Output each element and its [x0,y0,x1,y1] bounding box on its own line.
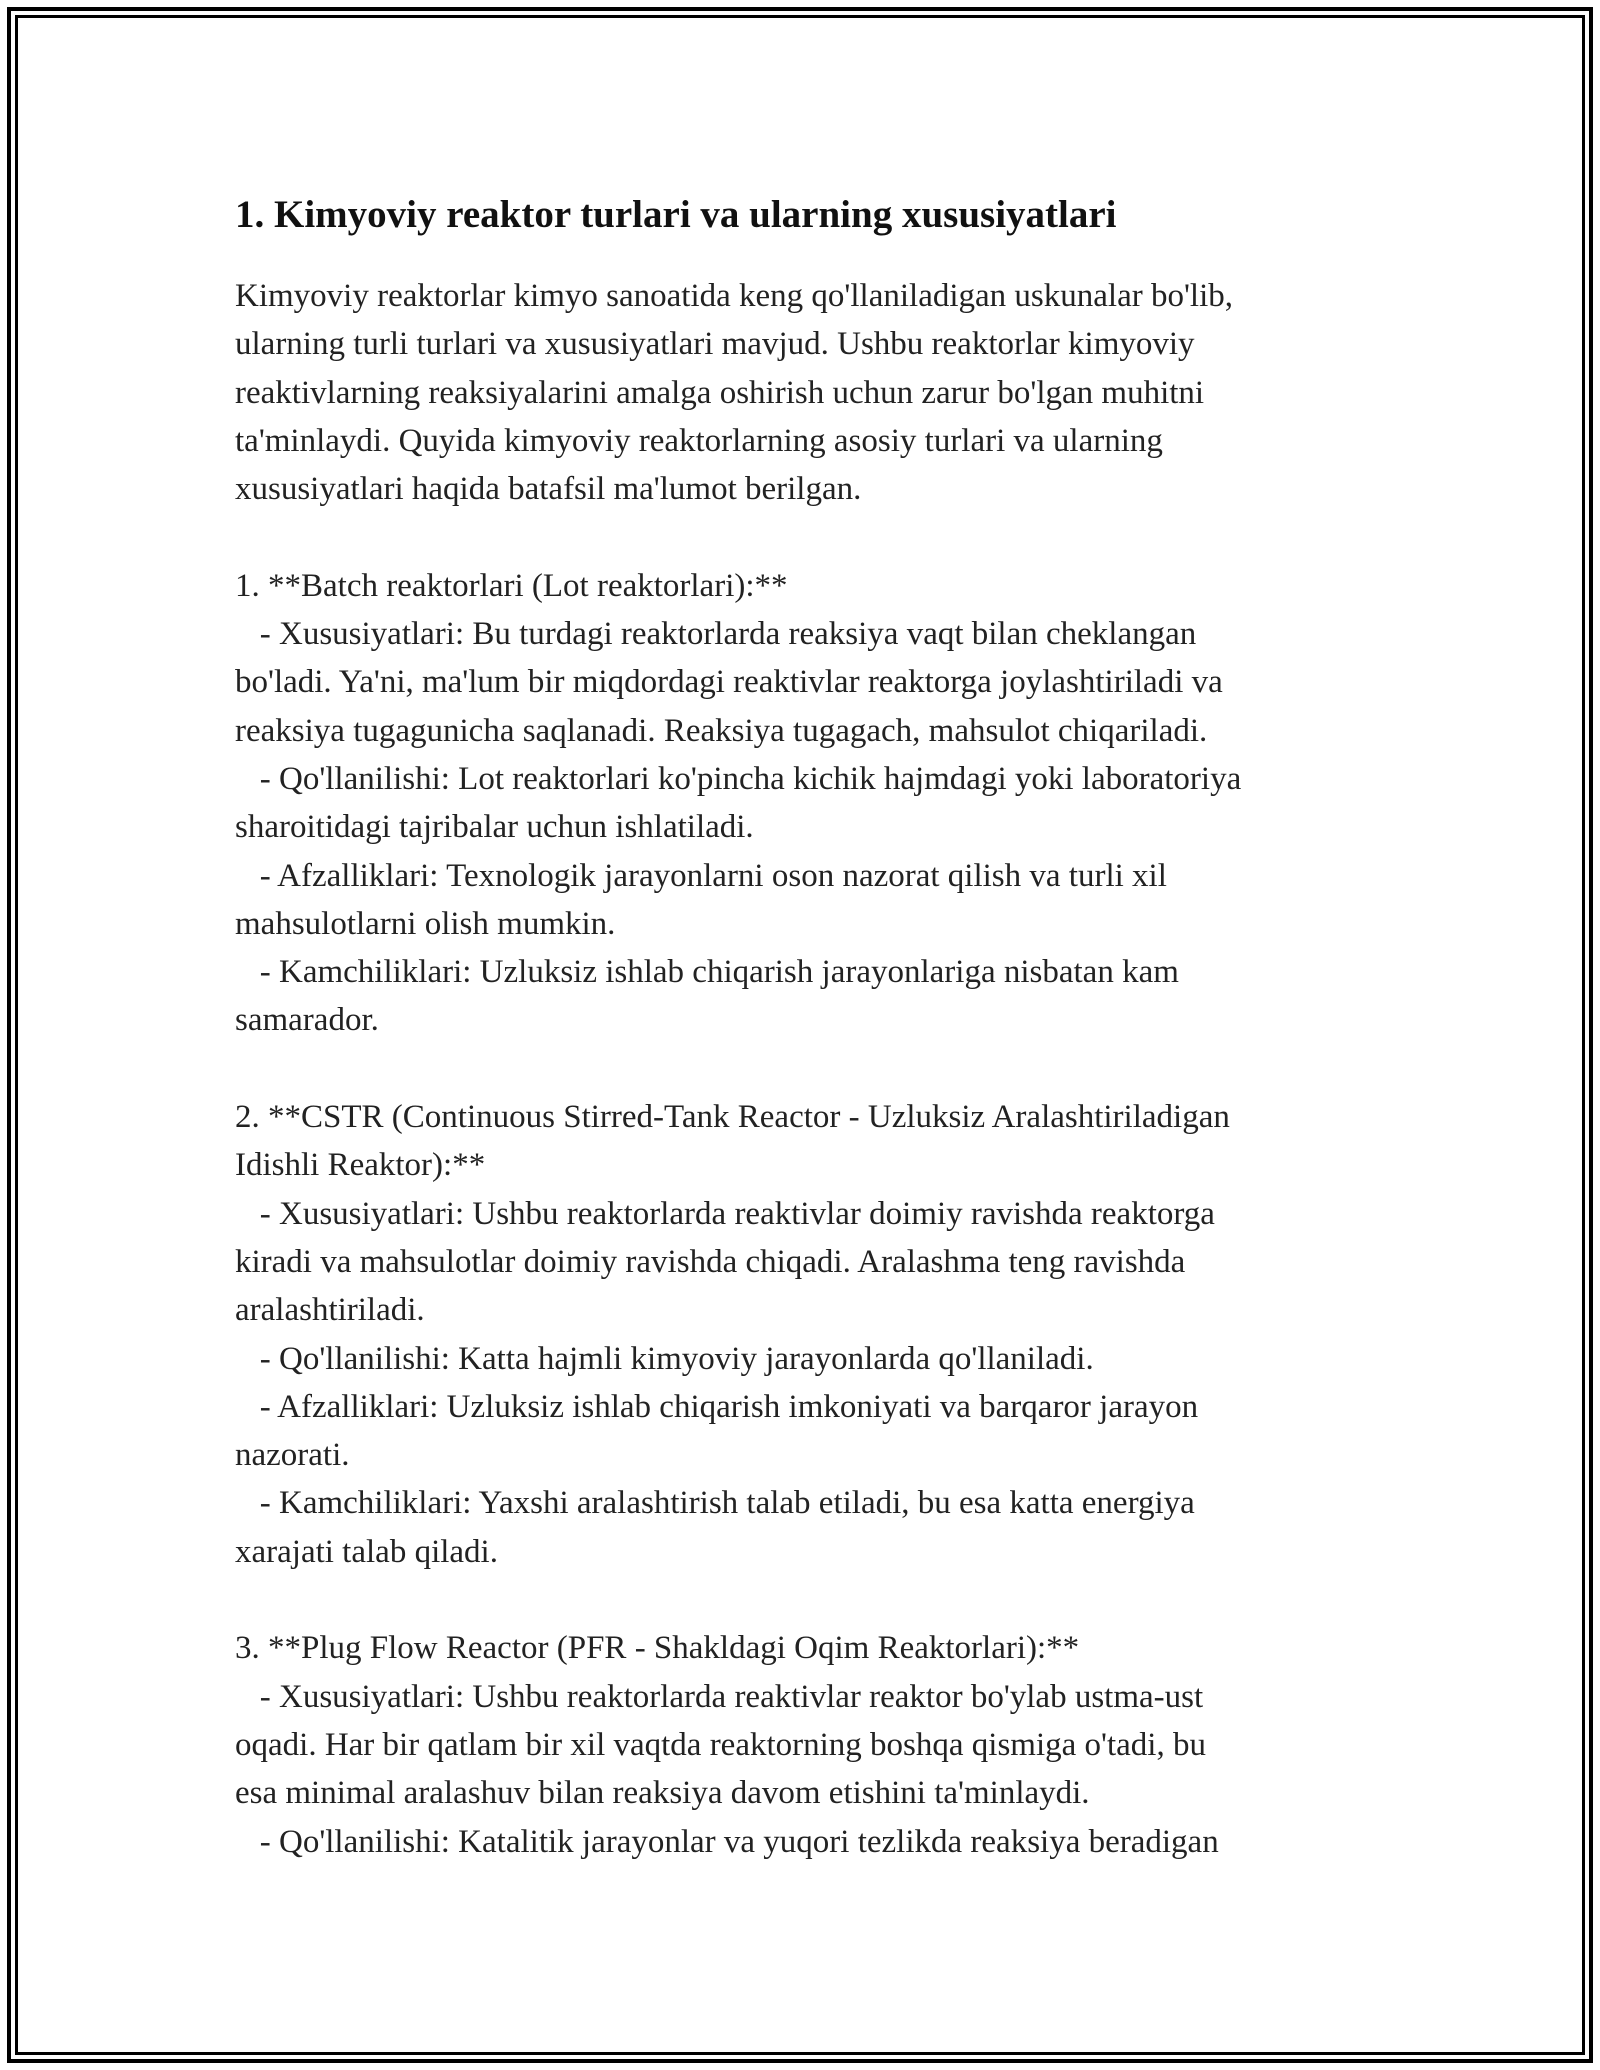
section-line: - Xususiyatlari: Bu turdagi reaktorlarda reaksiya vaqt bilan cheklangan [235,616,1197,653]
document-title: 1. Kimyoviy reaktor turlari va ularning xususiyatlari [235,193,1117,236]
section-line: samarador. [235,1002,379,1039]
intro-line: Kimyoviy reaktorlar kimyo sanoatida keng qo'llaniladigan uskunalar bo'lib, [235,278,1233,314]
section-pfr [235,1624,1385,1865]
section-line: kiradi va mahsulotlar doimiy ravishda chiqadi. Aralashma teng ravishda [235,1243,1186,1280]
section-line: - Qo'llanilishi: Lot reaktorlari ko'pincha kichik hajmdagi yoki laboratoriya [235,760,1242,797]
section-line: - Kamchiliklari: Uzluksiz ishlab chiqarish jarayonlariga nisbatan kam [235,954,1179,991]
paragraph-gap [235,1576,1385,1624]
paragraph-gap [235,1045,1385,1093]
document-body [235,180,1385,1866]
section-line: mahsulotlarni olish mumkin. [235,905,616,942]
section-heading: 3. **Plug Flow Reactor (PFR - Shakldagi Oqim Reaktorlari):** [235,1630,1080,1667]
section-batch-reactors [235,562,1385,1045]
section-line: - Xususiyatlari: Ushbu reaktorlarda reaktivlar reaktor bo'ylab ustma-ust [235,1678,1204,1715]
section-line: - Kamchiliklari: Yaxshi aralashtirish talab etiladi, bu esa katta energiya [235,1485,1195,1522]
section-line: xarajati talab qiladi. [235,1533,498,1570]
section-line: reaksiya tugagunicha saqlanadi. Reaksiya tugagach, mahsulot chiqariladi. [235,712,1208,749]
section-line: nazorati. [235,1437,350,1474]
intro-line: xususiyatlari haqida batafsil ma'lumot berilgan. [235,471,862,508]
section-heading: 2. **CSTR (Continuous Stirred-Tank Reactor - Uzluksiz Aralashtiriladigan [235,1099,1230,1136]
section-line: esa minimal aralashuv bilan reaksiya davom etishini ta'minlaydi. [235,1775,1090,1812]
section-line: - Qo'llanilishi: Katalitik jarayonlar va yuqori tezlikda reaksiya beradigan [235,1823,1219,1860]
section-line: - Qo'llanilishi: Katta hajmli kimyoviy jarayonlarda qo'llaniladi. [235,1340,1094,1377]
intro-paragraph [235,272,1385,513]
intro-line: ta'minlaydi. Quyida kimyoviy reaktorlarning asosiy turlari va ularning [235,422,1163,459]
section-line: - Xususiyatlari: Ushbu reaktorlarda reaktivlar doimiy ravishda reaktorga [235,1195,1215,1232]
section-heading: 1. **Batch reaktorlari (Lot reaktorlari):** [235,567,788,604]
paragraph-gap [235,513,1385,561]
section-line: aralashtiriladi. [235,1292,425,1329]
intro-line: ularning turli turlari va xususiyatlari mavjud. Ushbu reaktorlar kimyoviy [235,326,1195,363]
section-line: - Afzalliklari: Uzluksiz ishlab chiqarish imkoniyati va barqaror jarayon [235,1388,1199,1425]
intro-line: reaktivlarning reaksiyalarini amalga oshirish uchun zarur bo'lgan muhitni [235,374,1205,411]
section-heading: Idishli Reaktor):** [235,1147,486,1184]
section-line: sharoitidagi tajribalar uchun ishlatiladi. [235,809,754,846]
section-line: - Afzalliklari: Texnologik jarayonlarni oson nazorat qilish va turli xil [235,857,1167,894]
section-line: bo'ladi. Ya'ni, ma'lum bir miqdordagi reaktivlar reaktorga joylashtiriladi va [235,664,1223,701]
section-line: oqadi. Har bir qatlam bir xil vaqtda reaktorning boshqa qismiga o'tadi, bu [235,1726,1206,1763]
section-cstr [235,1093,1385,1576]
